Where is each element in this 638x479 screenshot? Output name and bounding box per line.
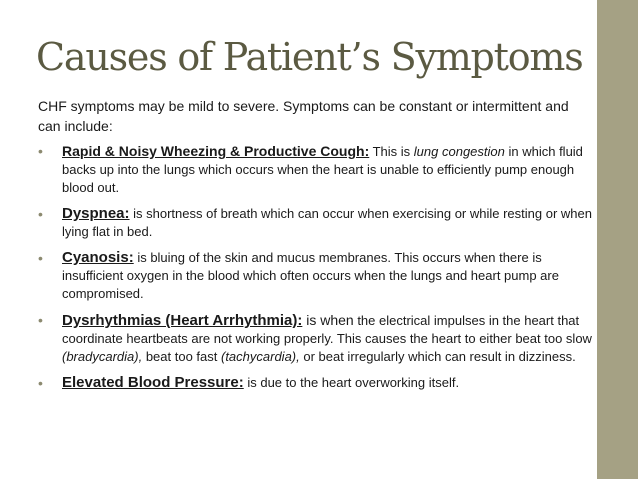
item-lead: is when <box>302 312 354 328</box>
bullet-icon: • <box>38 312 43 328</box>
decorative-side-bar <box>597 0 638 479</box>
item-text: is bluing of the skin and mucus membranes. This occurs when there is insufficient oxygen in the blood which often occurs when the lungs and heart pump are compromised. <box>62 250 559 301</box>
item-italic: (tachycardia), <box>220 349 300 364</box>
bullet-icon: • <box>38 206 43 222</box>
list-item <box>38 142 594 197</box>
item-term: Cyanosis: <box>62 249 134 266</box>
list-item <box>38 205 594 241</box>
item-text: beat too fast <box>142 349 221 364</box>
bullet-icon: • <box>38 250 43 266</box>
item-term: Elevated Blood Pressure: <box>62 374 244 391</box>
intro-text: CHF symptoms may be mild to severe. Symptoms can be constant or intermittent and can include: <box>38 98 569 134</box>
slide-title: Causes of Patient’s Symptoms <box>36 35 583 79</box>
list-item <box>38 249 594 303</box>
item-italic: lung congestion <box>413 144 505 159</box>
symptom-list <box>38 142 594 392</box>
bullet-icon: • <box>38 143 43 159</box>
list-item <box>38 374 594 392</box>
item-text: This is <box>369 144 414 159</box>
bullet-icon: • <box>38 375 43 391</box>
item-text: or beat irregularly which can result in dizziness. <box>299 349 576 364</box>
slide-body <box>38 96 594 400</box>
item-term: Rapid & Noisy Wheezing & Productive Cough: <box>62 143 370 159</box>
item-text: in which fluid backs up into the lungs which occurs when the heart is unable to efficiently pump enough blood out. <box>62 144 583 195</box>
list-item <box>38 311 594 366</box>
item-italic: (bradycardia), <box>62 349 143 364</box>
item-text: the electrical impulses in the heart that coordinate heartbeats are not working properly. This causes the heart to either beat too slow <box>62 313 592 346</box>
item-term: Dysrhythmias (Heart Arrhythmia): <box>62 312 303 329</box>
item-text: is shortness of breath which can occur when exercising or while resting or when lying flat in bed. <box>62 206 592 239</box>
item-term: Dyspnea: <box>62 205 130 222</box>
item-text: is due to the heart overworking itself. <box>243 375 460 390</box>
